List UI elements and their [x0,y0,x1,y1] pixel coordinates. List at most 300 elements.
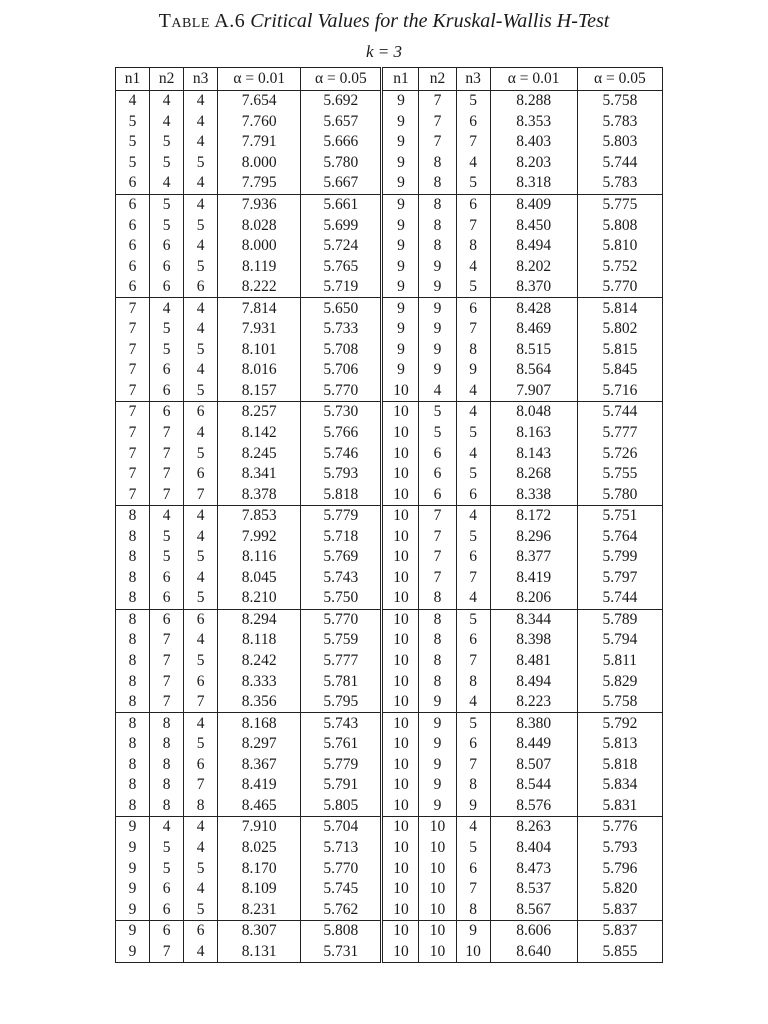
cell-n3-right: 9 [456,796,490,817]
cell-alpha-005-right: 5.815 [577,340,662,361]
cell-alpha-001-left: 8.231 [218,899,301,920]
cell-alpha-001-right: 8.567 [490,899,577,920]
cell-n2-right: 10 [419,899,456,920]
cell-n1-right: 10 [382,609,419,630]
cell-alpha-001-left: 8.245 [218,443,301,464]
cell-n3-left: 4 [184,817,218,838]
cell-n1-left: 6 [116,236,150,257]
table-row [116,775,663,796]
cell-n1-right: 9 [382,91,419,112]
cell-n3-right: 5 [456,464,490,485]
cell-n3-left: 4 [184,132,218,153]
cell-n3-left: 4 [184,360,218,381]
cell-n1-left: 5 [116,132,150,153]
cell-n3-right: 4 [456,443,490,464]
table-row [116,423,663,444]
cell-n1-left: 7 [116,340,150,361]
header-alpha-001-left: α = 0.01 [218,68,301,91]
cell-n1-left: 8 [116,609,150,630]
cell-n2-right: 7 [419,112,456,133]
cell-alpha-005-right: 5.837 [577,899,662,920]
cell-n2-right: 9 [419,713,456,734]
cell-alpha-005-right: 5.829 [577,671,662,692]
cell-alpha-001-left: 8.378 [218,484,301,505]
cell-alpha-001-left: 8.356 [218,692,301,713]
cell-alpha-001-right: 8.048 [490,402,577,423]
cell-n2-right: 8 [419,588,456,609]
cell-n3-right: 4 [456,256,490,277]
cell-alpha-005-left: 5.699 [301,215,382,236]
cell-alpha-005-left: 5.704 [301,817,382,838]
cell-alpha-001-left: 7.931 [218,319,301,340]
cell-alpha-001-left: 8.101 [218,340,301,361]
cell-alpha-005-left: 5.745 [301,879,382,900]
cell-alpha-005-right: 5.758 [577,692,662,713]
cell-alpha-005-right: 5.810 [577,236,662,257]
cell-n2-left: 4 [150,91,184,112]
cell-n3-right: 5 [456,173,490,194]
cell-n2-left: 4 [150,173,184,194]
cell-alpha-005-left: 5.781 [301,671,382,692]
cell-alpha-001-right: 8.450 [490,215,577,236]
cell-n2-right: 9 [419,298,456,319]
cell-alpha-001-right: 8.377 [490,547,577,568]
critical-values-table-container [115,67,663,963]
table-row [116,91,663,112]
table-row [116,838,663,859]
table-row [116,568,663,589]
cell-alpha-005-right: 5.837 [577,920,662,941]
cell-alpha-005-left: 5.733 [301,319,382,340]
table-row [116,713,663,734]
cell-n3-left: 5 [184,340,218,361]
table-row [116,173,663,194]
cell-n1-left: 6 [116,173,150,194]
cell-alpha-001-left: 8.028 [218,215,301,236]
cell-alpha-001-right: 8.206 [490,588,577,609]
cell-n3-right: 6 [456,112,490,133]
cell-n3-left: 4 [184,173,218,194]
cell-alpha-005-right: 5.813 [577,734,662,755]
cell-alpha-005-left: 5.765 [301,256,382,277]
cell-n3-left: 4 [184,526,218,547]
cell-alpha-001-left: 8.025 [218,838,301,859]
cell-n3-left: 6 [184,920,218,941]
cell-alpha-001-right: 8.494 [490,671,577,692]
cell-n1-right: 10 [382,671,419,692]
table-row [116,443,663,464]
cell-n3-left: 4 [184,505,218,526]
cell-alpha-001-right: 8.203 [490,153,577,174]
cell-alpha-001-left: 8.297 [218,734,301,755]
cell-n1-left: 9 [116,838,150,859]
cell-n2-left: 4 [150,817,184,838]
table-row [116,194,663,215]
cell-n3-left: 5 [184,734,218,755]
cell-alpha-001-right: 8.172 [490,505,577,526]
cell-alpha-001-left: 8.116 [218,547,301,568]
cell-n3-right: 7 [456,651,490,672]
cell-alpha-005-left: 5.743 [301,713,382,734]
cell-n2-right: 10 [419,858,456,879]
table-row [116,755,663,776]
cell-n3-left: 8 [184,796,218,817]
cell-n1-right: 9 [382,215,419,236]
cell-n3-right: 5 [456,609,490,630]
cell-n2-right: 6 [419,464,456,485]
cell-alpha-005-left: 5.769 [301,547,382,568]
cell-n1-left: 9 [116,879,150,900]
cell-alpha-001-right: 8.202 [490,256,577,277]
cell-n1-right: 10 [382,402,419,423]
cell-alpha-005-right: 5.777 [577,423,662,444]
cell-alpha-005-right: 5.855 [577,941,662,962]
cell-n2-left: 5 [150,194,184,215]
cell-alpha-001-right: 8.428 [490,298,577,319]
cell-n2-right: 10 [419,941,456,962]
cell-n3-left: 4 [184,423,218,444]
cell-n2-right: 8 [419,153,456,174]
cell-n3-right: 8 [456,775,490,796]
cell-n2-right: 9 [419,256,456,277]
table-row [116,298,663,319]
cell-n2-left: 7 [150,464,184,485]
cell-alpha-001-right: 8.344 [490,609,577,630]
cell-n2-right: 8 [419,194,456,215]
cell-n1-left: 7 [116,443,150,464]
cell-n1-right: 10 [382,713,419,734]
cell-n3-left: 5 [184,858,218,879]
cell-alpha-005-left: 5.666 [301,132,382,153]
cell-n3-right: 10 [456,941,490,962]
cell-alpha-001-right: 8.481 [490,651,577,672]
cell-n1-right: 9 [382,153,419,174]
cell-alpha-005-right: 5.789 [577,609,662,630]
cell-n3-left: 7 [184,692,218,713]
cell-n2-right: 4 [419,381,456,402]
cell-alpha-001-left: 8.210 [218,588,301,609]
cell-n1-left: 8 [116,671,150,692]
cell-n2-left: 6 [150,588,184,609]
cell-n2-left: 4 [150,112,184,133]
cell-n1-right: 9 [382,236,419,257]
table-row [116,547,663,568]
critical-values-table [115,67,663,963]
cell-n1-left: 7 [116,360,150,381]
cell-n3-right: 6 [456,484,490,505]
cell-n1-right: 10 [382,755,419,776]
cell-alpha-005-left: 5.730 [301,402,382,423]
cell-n1-left: 9 [116,941,150,962]
cell-alpha-005-right: 5.794 [577,630,662,651]
cell-alpha-005-left: 5.779 [301,755,382,776]
cell-alpha-005-right: 5.716 [577,381,662,402]
cell-alpha-001-right: 8.353 [490,112,577,133]
cell-alpha-001-left: 7.791 [218,132,301,153]
cell-n3-left: 4 [184,630,218,651]
cell-n1-right: 10 [382,464,419,485]
cell-alpha-001-right: 8.606 [490,920,577,941]
cell-n1-right: 9 [382,194,419,215]
header-n1-right: n1 [382,68,419,91]
table-row [116,256,663,277]
cell-n2-left: 4 [150,505,184,526]
cell-n2-left: 8 [150,734,184,755]
cell-alpha-001-left: 8.341 [218,464,301,485]
cell-n3-right: 6 [456,630,490,651]
table-row [116,464,663,485]
cell-n1-left: 7 [116,298,150,319]
cell-n3-right: 7 [456,319,490,340]
cell-n2-right: 9 [419,360,456,381]
cell-n1-right: 10 [382,651,419,672]
cell-n3-right: 6 [456,858,490,879]
cell-alpha-001-left: 7.910 [218,817,301,838]
table-row [116,630,663,651]
cell-alpha-005-left: 5.780 [301,153,382,174]
cell-alpha-001-left: 8.131 [218,941,301,962]
cell-alpha-005-left: 5.791 [301,775,382,796]
table-row [116,402,663,423]
cell-alpha-005-right: 5.744 [577,153,662,174]
cell-alpha-005-right: 5.744 [577,588,662,609]
cell-n3-left: 5 [184,256,218,277]
cell-alpha-001-left: 8.170 [218,858,301,879]
cell-n1-right: 9 [382,277,419,298]
cell-alpha-001-left: 8.118 [218,630,301,651]
cell-alpha-005-right: 5.799 [577,547,662,568]
cell-alpha-005-right: 5.792 [577,713,662,734]
cell-alpha-001-left: 7.795 [218,173,301,194]
cell-n3-left: 4 [184,838,218,859]
cell-alpha-005-left: 5.750 [301,588,382,609]
cell-n2-left: 8 [150,796,184,817]
cell-n1-left: 6 [116,194,150,215]
cell-n1-right: 9 [382,340,419,361]
cell-n2-right: 9 [419,796,456,817]
cell-n2-right: 7 [419,568,456,589]
cell-alpha-001-left: 8.465 [218,796,301,817]
header-n3-right: n3 [456,68,490,91]
cell-alpha-005-left: 5.779 [301,505,382,526]
cell-alpha-005-right: 5.755 [577,464,662,485]
cell-n2-left: 7 [150,941,184,962]
cell-n2-left: 6 [150,879,184,900]
header-n2-left: n2 [150,68,184,91]
cell-alpha-001-left: 8.000 [218,153,301,174]
table-row [116,734,663,755]
cell-alpha-005-right: 5.758 [577,91,662,112]
cell-n3-left: 4 [184,713,218,734]
table-label: Table A.6 [158,10,246,32]
cell-n2-right: 8 [419,630,456,651]
cell-alpha-001-right: 8.419 [490,568,577,589]
table-row [116,484,663,505]
cell-n1-right: 9 [382,112,419,133]
cell-n3-left: 6 [184,671,218,692]
cell-n3-left: 5 [184,651,218,672]
cell-n1-left: 5 [116,112,150,133]
table-row [116,505,663,526]
cell-n2-left: 5 [150,215,184,236]
cell-alpha-005-right: 5.797 [577,568,662,589]
cell-n2-left: 6 [150,360,184,381]
cell-alpha-001-left: 8.168 [218,713,301,734]
cell-n2-left: 5 [150,319,184,340]
cell-n2-left: 6 [150,920,184,941]
cell-n3-right: 7 [456,755,490,776]
header-row [116,68,663,91]
cell-n2-right: 10 [419,879,456,900]
cell-alpha-001-right: 8.576 [490,796,577,817]
cell-n1-right: 9 [382,360,419,381]
cell-n3-left: 5 [184,215,218,236]
cell-alpha-001-right: 8.544 [490,775,577,796]
cell-n1-right: 10 [382,838,419,859]
cell-alpha-001-left: 8.016 [218,360,301,381]
cell-n2-right: 8 [419,651,456,672]
cell-alpha-005-left: 5.719 [301,277,382,298]
cell-n3-right: 6 [456,547,490,568]
cell-n1-left: 9 [116,920,150,941]
cell-alpha-005-right: 5.751 [577,505,662,526]
cell-n3-right: 4 [456,381,490,402]
cell-alpha-005-left: 5.692 [301,91,382,112]
cell-n2-right: 9 [419,775,456,796]
cell-n3-right: 5 [456,526,490,547]
cell-n1-left: 7 [116,464,150,485]
cell-alpha-001-left: 8.000 [218,236,301,257]
cell-n1-right: 9 [382,256,419,277]
cell-n1-left: 8 [116,796,150,817]
cell-n1-right: 10 [382,547,419,568]
cell-n1-left: 8 [116,505,150,526]
cell-n3-left: 4 [184,319,218,340]
cell-alpha-001-left: 7.654 [218,91,301,112]
cell-alpha-005-right: 5.775 [577,194,662,215]
cell-n1-left: 8 [116,526,150,547]
cell-n1-right: 10 [382,941,419,962]
cell-n2-right: 9 [419,692,456,713]
table-row [116,236,663,257]
cell-n2-right: 8 [419,215,456,236]
cell-alpha-005-right: 5.808 [577,215,662,236]
cell-n3-right: 5 [456,838,490,859]
cell-n2-left: 6 [150,236,184,257]
cell-n3-right: 4 [456,817,490,838]
cell-n2-right: 10 [419,920,456,941]
cell-n2-left: 6 [150,381,184,402]
cell-alpha-001-left: 8.257 [218,402,301,423]
cell-n3-right: 5 [456,277,490,298]
cell-alpha-001-right: 8.268 [490,464,577,485]
cell-alpha-001-left: 7.992 [218,526,301,547]
cell-n3-right: 7 [456,568,490,589]
table-row [116,277,663,298]
cell-n1-left: 4 [116,91,150,112]
cell-n3-left: 4 [184,112,218,133]
cell-alpha-005-left: 5.795 [301,692,382,713]
cell-alpha-001-right: 8.473 [490,858,577,879]
cell-alpha-005-right: 5.783 [577,173,662,194]
cell-n3-left: 5 [184,381,218,402]
table-row [116,941,663,962]
cell-n3-left: 4 [184,236,218,257]
cell-n2-left: 7 [150,651,184,672]
cell-alpha-005-right: 5.803 [577,132,662,153]
table-row [116,858,663,879]
header-alpha-001-right: α = 0.01 [490,68,577,91]
cell-n2-left: 4 [150,298,184,319]
table-caption [0,10,768,33]
cell-n2-right: 6 [419,443,456,464]
cell-n2-right: 10 [419,817,456,838]
cell-n3-right: 8 [456,340,490,361]
cell-n1-left: 6 [116,256,150,277]
cell-alpha-005-left: 5.762 [301,899,382,920]
cell-n1-right: 10 [382,588,419,609]
cell-n1-left: 8 [116,692,150,713]
cell-n1-right: 10 [382,568,419,589]
table-row [116,132,663,153]
cell-n3-right: 4 [456,588,490,609]
cell-n1-left: 8 [116,547,150,568]
cell-n3-left: 6 [184,277,218,298]
cell-alpha-005-left: 5.713 [301,838,382,859]
cell-alpha-005-left: 5.759 [301,630,382,651]
table-row [116,609,663,630]
cell-alpha-001-right: 8.449 [490,734,577,755]
cell-alpha-005-left: 5.718 [301,526,382,547]
cell-n1-left: 8 [116,713,150,734]
cell-alpha-005-left: 5.667 [301,173,382,194]
header-n2-right: n2 [419,68,456,91]
table-row [116,796,663,817]
cell-n2-right: 9 [419,755,456,776]
cell-alpha-005-right: 5.811 [577,651,662,672]
cell-alpha-005-right: 5.793 [577,838,662,859]
cell-n2-right: 7 [419,132,456,153]
cell-n2-left: 5 [150,838,184,859]
table-row [116,899,663,920]
cell-n3-left: 4 [184,941,218,962]
cell-n1-left: 8 [116,775,150,796]
cell-n1-left: 8 [116,755,150,776]
cell-alpha-001-right: 8.403 [490,132,577,153]
cell-n3-left: 4 [184,91,218,112]
cell-n1-right: 10 [382,423,419,444]
cell-n1-left: 7 [116,319,150,340]
cell-n1-left: 5 [116,153,150,174]
cell-n2-right: 7 [419,91,456,112]
table-row [116,817,663,838]
cell-alpha-005-left: 5.761 [301,734,382,755]
cell-n2-left: 6 [150,256,184,277]
cell-n1-right: 10 [382,734,419,755]
cell-alpha-005-right: 5.834 [577,775,662,796]
cell-alpha-001-right: 8.223 [490,692,577,713]
cell-n2-right: 6 [419,484,456,505]
cell-n1-left: 8 [116,568,150,589]
cell-alpha-001-left: 8.045 [218,568,301,589]
cell-n3-right: 8 [456,671,490,692]
cell-n2-left: 7 [150,692,184,713]
cell-alpha-005-right: 5.726 [577,443,662,464]
cell-n3-left: 5 [184,899,218,920]
cell-alpha-005-right: 5.831 [577,796,662,817]
cell-n3-left: 5 [184,443,218,464]
cell-n2-left: 5 [150,153,184,174]
